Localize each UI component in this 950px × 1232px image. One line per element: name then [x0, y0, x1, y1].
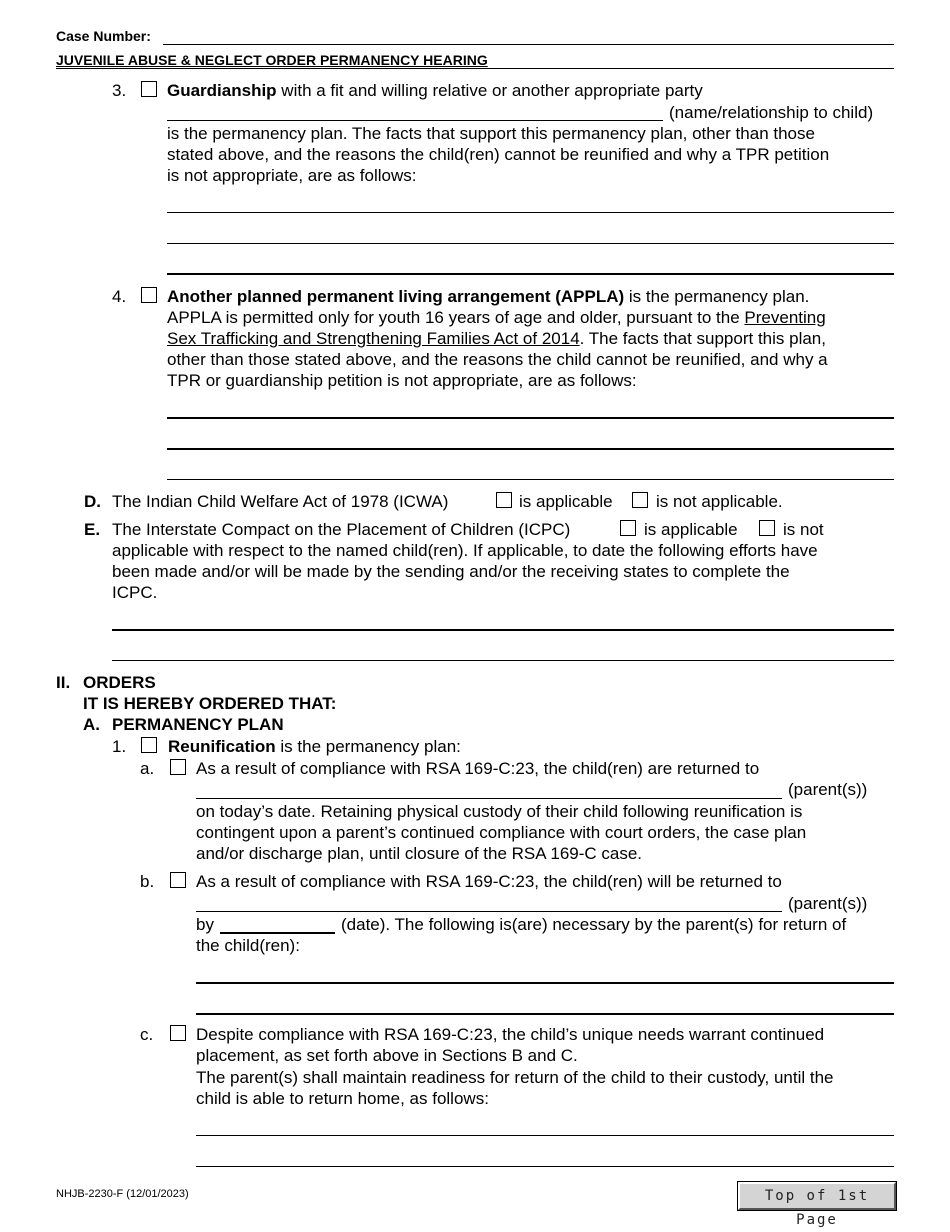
parents-label: (parent(s)): [788, 894, 868, 913]
form-id: NHJB-2230-F (12/01/2023): [56, 1188, 189, 1200]
continued-placement-line-1: Despite compliance with RSA 169-C:23, the child’s unique needs warrant continued: [196, 1025, 825, 1044]
return-requirements-line[interactable]: [196, 982, 894, 984]
guardianship-line-3: stated above, and the reasons the child(ren) cannot be reunified and why a TPR petition: [167, 145, 830, 164]
name-relationship-label: (name/relationship to child): [669, 103, 874, 122]
icpc-answer-line[interactable]: [112, 660, 894, 661]
readiness-answer-line[interactable]: [196, 1135, 894, 1136]
icwa-text: The Indian Child Welfare Act of 1978 (ICWA): [112, 492, 449, 511]
guardianship-answer-line[interactable]: [167, 212, 894, 213]
orders-heading: ORDERS: [83, 673, 156, 692]
item-number: 4.: [112, 287, 127, 306]
guardianship-line-2: is the permanency plan. The facts that support this permanency plan, other than those: [167, 124, 815, 143]
appla-text: is the permanency plan.: [624, 287, 810, 306]
parent-name-field[interactable]: [196, 798, 782, 799]
appla-line-2: [167, 307, 826, 328]
appla-answer-line[interactable]: [167, 479, 894, 480]
sub-letter: a.: [140, 759, 155, 778]
ordered-heading: IT IS HEREBY ORDERED THAT:: [83, 694, 337, 713]
act-link[interactable]: Sex Trafficking and Strengthening Families Act of 2014: [167, 329, 580, 348]
appla-answer-line[interactable]: [167, 448, 894, 450]
appla-line-3: [167, 328, 826, 349]
top-of-first-page-button[interactable]: Top of 1st Page: [738, 1182, 896, 1210]
section-roman: II.: [56, 673, 71, 692]
return-date-field[interactable]: [220, 932, 335, 934]
will-be-returned-checkbox[interactable]: [170, 872, 186, 888]
continued-placement-line-3: The parent(s) shall maintain readiness for return of the child to their custody, until the: [196, 1068, 834, 1087]
returned-today-line-4: and/or discharge plan, until closure of the RSA 169-C case.: [196, 844, 643, 863]
section-letter: D.: [84, 492, 101, 511]
appla-text: APPLA is permitted only for youth 16 years of age and older, pursuant to the: [167, 308, 745, 327]
will-be-returned-line-1: As a result of compliance with RSA 169-C:23, the child(ren) will be returned to: [196, 872, 782, 891]
returned-today-line-3: contingent upon a parent’s continued compliance with court orders, the case plan: [196, 823, 807, 842]
act-link[interactable]: Preventing: [744, 308, 826, 327]
will-be-returned-line-2: (date). The following is(are) necessary by the parent(s) for return of: [341, 915, 847, 934]
icpc-applicable-checkbox[interactable]: [620, 520, 636, 536]
appla-label: Another planned permanent living arrangement (APPLA): [167, 287, 625, 306]
appla-line-5: TPR or guardianship petition is not appropriate, are as follows:: [167, 371, 637, 390]
continued-placement-line-4: child is able to return home, as follows:: [196, 1089, 489, 1108]
icpc-line-3: been made and/or will be made by the sending and/or the receiving states to complete the: [112, 562, 790, 581]
icpc-line-4: ICPC.: [112, 583, 158, 602]
icpc-line-2: applicable with respect to the named child(ren). If applicable, to date the following efforts have: [112, 541, 818, 560]
icpc-applicable-label: is applicable: [644, 520, 738, 539]
guardianship-text: with a fit and willing relative or another appropriate party: [276, 81, 703, 100]
guardianship-answer-line[interactable]: [167, 243, 894, 244]
icwa-not-applicable-label: is not applicable.: [656, 492, 783, 511]
icwa-applicable-label: is applicable: [519, 492, 613, 511]
continued-placement-line-2: placement, as set forth above in Sections B and C.: [196, 1046, 578, 1065]
form-title: JUVENILE ABUSE & NEGLECT ORDER PERMANENCY HEARING: [56, 52, 488, 68]
icpc-not-label: is not: [783, 520, 824, 539]
sub-letter: c.: [140, 1025, 154, 1044]
return-requirements-line[interactable]: [196, 1013, 894, 1015]
case-number-field[interactable]: [163, 44, 894, 45]
sub-letter: b.: [140, 872, 155, 891]
guardianship-label: Guardianship: [167, 81, 277, 100]
appla-line-4: other than those stated above, and the reasons the child cannot be reunified, and why a: [167, 350, 828, 369]
returned-today-checkbox[interactable]: [170, 759, 186, 775]
section-letter: A.: [83, 715, 100, 734]
icpc-text: The Interstate Compact on the Placement of Children (ICPC): [112, 520, 571, 539]
reunification-line: [168, 736, 461, 757]
item-number: 1.: [112, 737, 127, 756]
continued-placement-checkbox[interactable]: [170, 1025, 186, 1041]
icwa-not-applicable-checkbox[interactable]: [632, 492, 648, 508]
icpc-not-applicable-checkbox[interactable]: [759, 520, 775, 536]
reunification-label: Reunification: [168, 737, 276, 756]
header-rule: [56, 68, 894, 69]
readiness-answer-line[interactable]: [196, 1166, 894, 1167]
appla-text: . The facts that support this plan,: [579, 329, 826, 348]
by-label: by: [196, 915, 214, 934]
appla-line-1: [167, 286, 809, 307]
item-number: 3.: [112, 81, 127, 100]
icpc-answer-line[interactable]: [112, 629, 894, 631]
returned-today-line-1: As a result of compliance with RSA 169-C:23, the child(ren) are returned to: [196, 759, 760, 778]
returned-today-line-2: on today’s date. Retaining physical custody of their child following reunification is: [196, 802, 803, 821]
appla-answer-line[interactable]: [167, 417, 894, 419]
will-be-returned-line-3: the child(ren):: [196, 936, 300, 955]
parents-label: (parent(s)): [788, 780, 868, 799]
appla-checkbox[interactable]: [141, 287, 157, 303]
reunification-checkbox[interactable]: [141, 737, 157, 753]
reunification-text: is the permanency plan:: [275, 737, 461, 756]
guardianship-line-4: is not appropriate, are as follows:: [167, 166, 417, 185]
guardianship-answer-line[interactable]: [167, 273, 894, 275]
icwa-applicable-checkbox[interactable]: [496, 492, 512, 508]
parent-name-field[interactable]: [196, 911, 782, 912]
section-letter: E.: [84, 520, 101, 539]
guardianship-line-1: [167, 80, 703, 101]
guardian-name-field[interactable]: [167, 120, 663, 121]
permanency-plan-heading: PERMANENCY PLAN: [112, 715, 284, 734]
guardianship-checkbox[interactable]: [141, 81, 157, 97]
case-number-label: Case Number:: [56, 28, 151, 44]
